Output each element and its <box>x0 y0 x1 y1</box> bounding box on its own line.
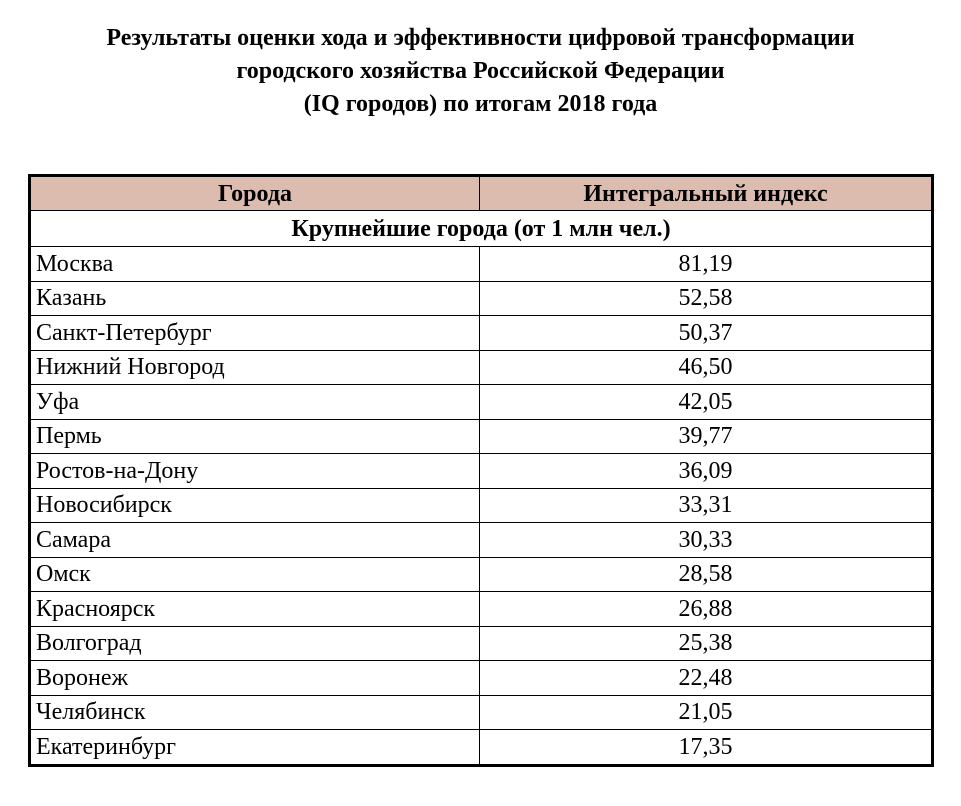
index-value-cell: 39,77 <box>480 419 933 454</box>
group-row <box>30 211 933 247</box>
index-value-cell: 21,05 <box>480 695 933 730</box>
table-row <box>30 626 933 661</box>
index-value-cell: 33,31 <box>480 488 933 523</box>
city-name-cell: Уфа <box>30 385 480 420</box>
index-value-cell: 28,58 <box>480 557 933 592</box>
city-name-cell: Омск <box>30 557 480 592</box>
table-row <box>30 695 933 730</box>
index-value-cell: 52,58 <box>480 281 933 316</box>
table-row <box>30 385 933 420</box>
table-row <box>30 661 933 696</box>
city-name-cell: Нижний Новгород <box>30 350 480 385</box>
city-name-cell: Пермь <box>30 419 480 454</box>
table-row <box>30 557 933 592</box>
index-value-cell: 25,38 <box>480 626 933 661</box>
title-line-3: (IQ городов) по итогам 2018 года <box>303 91 658 117</box>
index-value-cell: 17,35 <box>480 730 933 766</box>
table-row <box>30 488 933 523</box>
table-body <box>30 211 933 766</box>
table-row <box>30 247 933 282</box>
city-name-cell: Новосибирск <box>30 488 480 523</box>
table-row <box>30 730 933 766</box>
city-name-cell: Красноярск <box>30 592 480 627</box>
city-name-cell: Казань <box>30 281 480 316</box>
index-value-cell: 46,50 <box>480 350 933 385</box>
table-row <box>30 523 933 558</box>
table-row <box>30 281 933 316</box>
city-name-cell: Санкт-Петербург <box>30 316 480 351</box>
city-name-cell: Москва <box>30 247 480 282</box>
table-row <box>30 592 933 627</box>
index-value-cell: 50,37 <box>480 316 933 351</box>
city-name-cell: Волгоград <box>30 626 480 661</box>
table-row <box>30 419 933 454</box>
index-value-cell: 26,88 <box>480 592 933 627</box>
index-value-cell: 81,19 <box>480 247 933 282</box>
table-row <box>30 350 933 385</box>
column-header-cities: Города <box>30 176 480 211</box>
city-name-cell: Воронеж <box>30 661 480 696</box>
index-value-cell: 36,09 <box>480 454 933 489</box>
group-label: Крупнейшие города (от 1 млн чел.) <box>30 211 933 247</box>
column-header-index: Интегральный индекс <box>480 176 933 211</box>
table-row <box>30 454 933 489</box>
city-name-cell: Челябинск <box>30 695 480 730</box>
iq-cities-table <box>28 174 934 767</box>
title-line-2: городского хозяйства Российской Федерации <box>236 58 725 84</box>
city-name-cell: Самара <box>30 523 480 558</box>
index-value-cell: 22,48 <box>480 661 933 696</box>
table-row <box>30 316 933 351</box>
index-value-cell: 42,05 <box>480 385 933 420</box>
city-name-cell: Екатеринбург <box>30 730 480 766</box>
city-name-cell: Ростов-на-Дону <box>30 454 480 489</box>
index-value-cell: 30,33 <box>480 523 933 558</box>
title-line-1: Результаты оценки хода и эффективности цифровой трансформации <box>106 25 855 51</box>
page-title <box>0 22 961 121</box>
table-header-row <box>30 176 933 211</box>
